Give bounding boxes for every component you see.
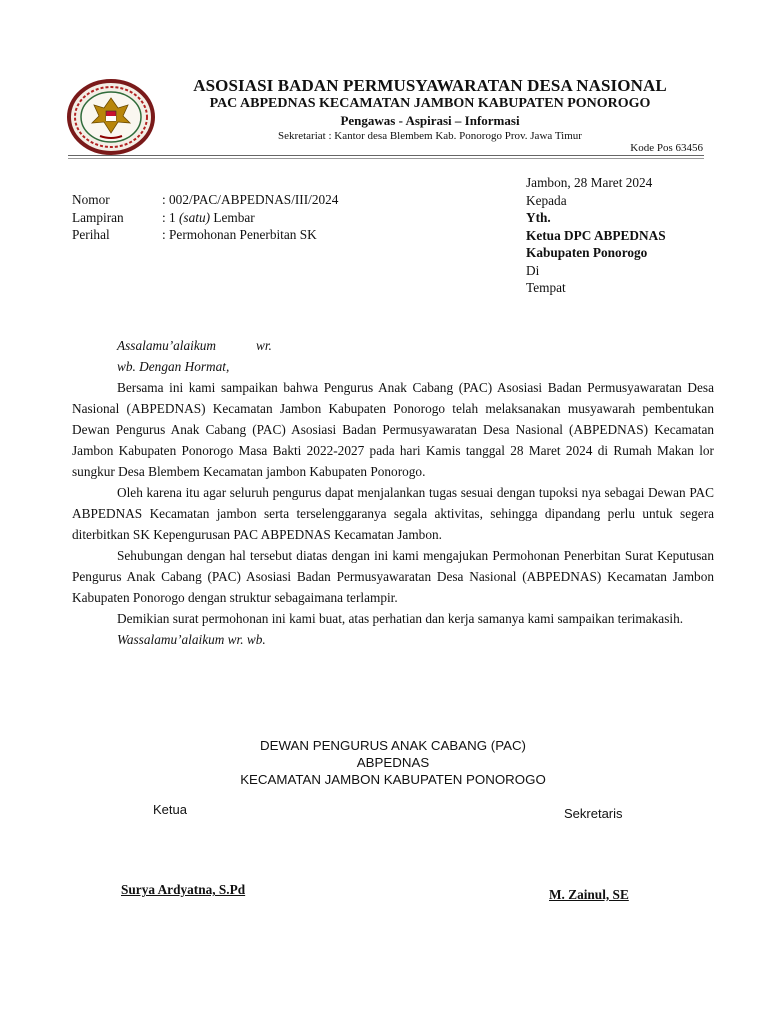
body-paragraph-2: Oleh karena itu agar seluruh pengurus dapat menjalankan tugas sesuai dengan tupoksi nya sebagai Dewan PAC ABPEDNAS Kecamatan jambon serta terselenggaranya segala aktivitas, sehingga dipandang perlu untuk segera diterbitkan SK Kepengurusan PAC ABPEDNAS Kecamatan Jambon.	[72, 485, 714, 542]
meta-value	[162, 209, 255, 227]
recipient-name: Ketua DPC ABPEDNAS	[526, 227, 666, 243]
body-paragraph-3: Sehubungan dengan hal tersebut diatas dengan ini kami mengajukan Permohonan Penerbitan Surat Keputusan Pengurus Anak Cabang (PAC) Asosiasi Badan Permusyawaratan Desa Nasional (ABPEDNAS) Kecamatan Jambon Kabupaten Ponorogo dengan struktur sebagaimana terlampir.	[72, 548, 714, 605]
letter-meta	[72, 191, 338, 244]
meta-label: Nomor	[72, 192, 110, 207]
org-address: Sekretariat : Kantor desa Blembem Kab. Ponorogo Prov. Jawa Timur	[278, 130, 582, 142]
recipient-di: Di	[526, 262, 540, 278]
greeting-salam: Assalamu’alaikum	[117, 338, 216, 353]
letterhead-divider-secondary	[68, 158, 704, 159]
role-ketua: Ketua	[153, 802, 187, 817]
letter-body	[72, 335, 714, 650]
body-paragraph-1: Bersama ini kami sampaikan bahwa Pengurus Anak Cabang (PAC) Asosiasi Badan Permusyawaratan Desa Nasional (ABPEDNAS) Kecamatan Jambon Kabupaten Ponorogo telah melaksanakan musyawarah pembentukan Dewan Pengurus Anak Cabang (PAC) Asosiasi Badan Permusyawaratan Desa Nasional (ABPEDNAS) Kecamatan Jambon Kabupaten Ponorogo Masa Bakti 2022-2027 pada hari Kamis tanggal 28 Maret 2024 di Rumah Makan lor sungkur Desa Blembem Kecamatan jambon Kabupaten Ponorogo.	[72, 380, 714, 479]
recipient-yth: Yth.	[526, 210, 551, 225]
meta-value-italic: (satu)	[179, 209, 211, 225]
greeting-line	[72, 335, 714, 356]
letterhead-divider	[68, 155, 704, 156]
recipient-region: Kabupaten Ponorogo	[526, 245, 648, 260]
body-paragraph-4: Demikian surat permohonan ini kami buat, atas perhatian dan kerja samanya kami sampaikan terimakasih.	[117, 611, 684, 626]
meta-label: Perihal	[72, 227, 110, 242]
org-name: ASOSIASI BADAN PERMUSYAWARATAN DESA NASIONAL	[193, 76, 667, 95]
meta-value-pre: : 1	[162, 209, 179, 225]
meta-value-post: Lembar	[210, 209, 255, 225]
meta-row-nomor	[72, 191, 338, 209]
garuda-emblem-icon	[66, 78, 156, 156]
recipient-to: Kepada	[526, 192, 567, 208]
council-line-2: ABPEDNAS	[356, 755, 430, 770]
org-tagline: Pengawas - Aspirasi – Informasi	[340, 113, 520, 128]
role-sekretaris: Sekretaris	[564, 806, 623, 821]
meta-value: : 002/PAC/ABPEDNAS/III/2024	[162, 192, 339, 207]
meta-value: : Permohonan Penerbitan SK	[162, 227, 317, 242]
recipient-block	[526, 174, 666, 297]
closing-salam: Wassalamu’alaikum wr. wb.	[117, 632, 266, 647]
greeting-hormat: wb. Dengan Hormat,	[117, 359, 230, 374]
council-heading	[72, 737, 714, 788]
signatory-ketua: Surya Ardyatna, S.Pd	[121, 882, 246, 897]
letter-date: Jambon, 28 Maret 2024	[526, 175, 653, 190]
signatory-sekretaris: M. Zainul, SE	[549, 887, 629, 902]
council-line-1: DEWAN PENGURUS ANAK CABANG (PAC)	[260, 738, 526, 753]
meta-row-lampiran	[72, 209, 338, 227]
org-postal-code: Kode Pos 63456	[630, 142, 703, 154]
org-branch: PAC ABPEDNAS KECAMATAN JAMBON KABUPATEN PONOROGO	[209, 96, 651, 111]
council-line-3: KECAMATAN JAMBON KABUPATEN PONOROGO	[240, 772, 546, 787]
meta-label: Lampiran	[72, 209, 124, 225]
meta-row-perihal	[72, 226, 338, 244]
recipient-place: Tempat	[526, 280, 566, 295]
greeting-wr: wr.	[255, 338, 272, 353]
